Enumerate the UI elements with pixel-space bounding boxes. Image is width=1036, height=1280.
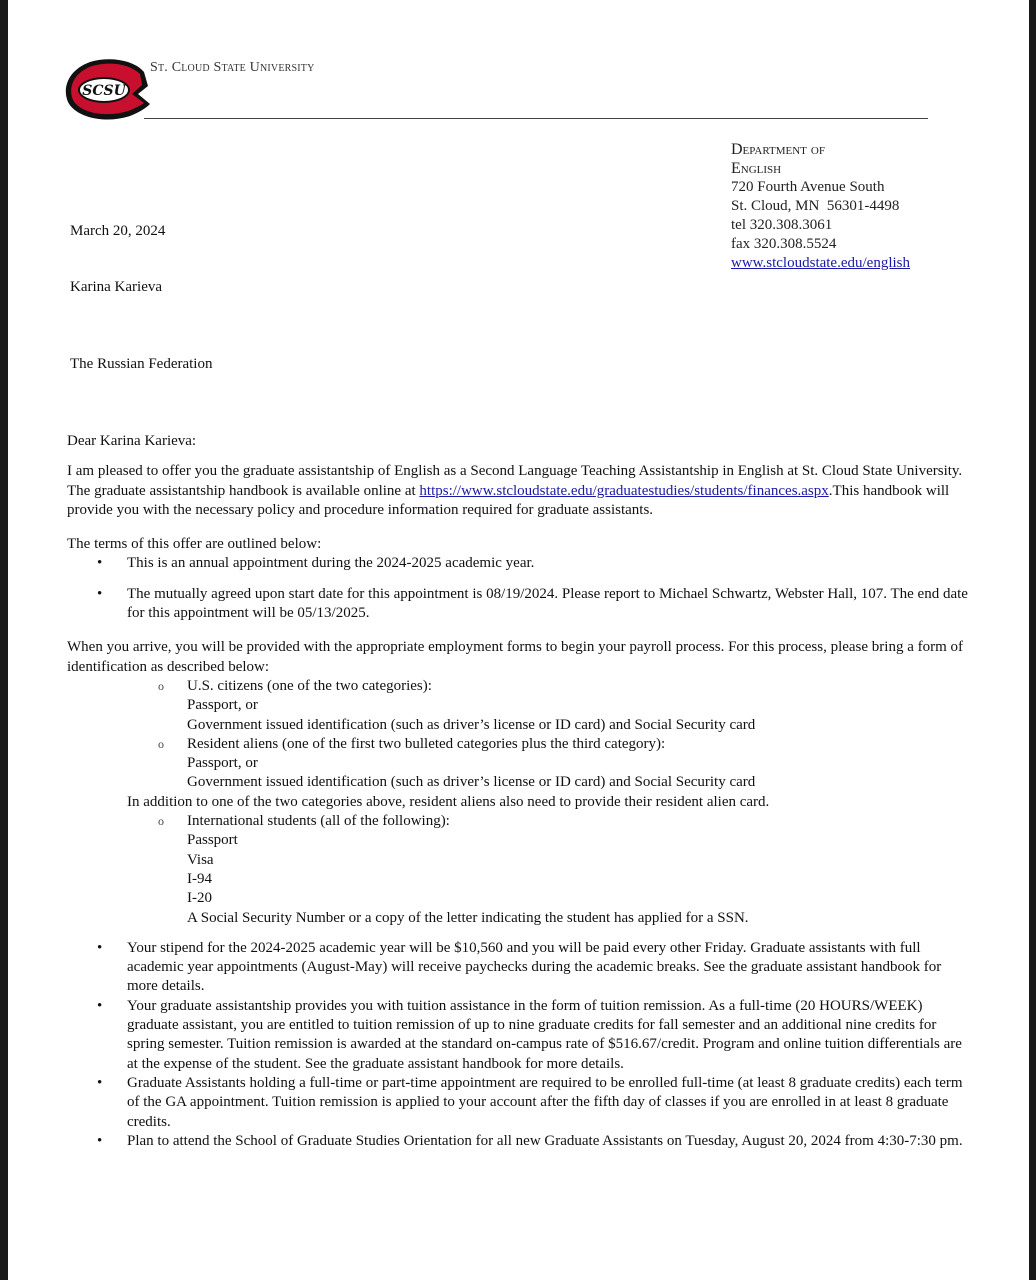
handbook-suffix: .This handbook will provide you with the necessary policy and procedure information required for graduate assistants. bbox=[67, 482, 950, 518]
details-list-item-enrollment: • Graduate Assistants holding a full-time or part-time appointment are required to be enrolled full-time (at least 8 graduate credits) each term of the GA appointment. Tuition remission is applied to your account after the fifth day of classes if you are enrolled in at least 8 graduate credits. bbox=[97, 1074, 963, 1130]
id-category-title: International students (all of the following): bbox=[187, 813, 450, 830]
details-list-item-stipend: • Your stipend for the 2024-2025 academic year will be $10,560 and you will be paid every other Friday. Graduate assistants with full academic year appointments (August-May) will receive paychecks during the academic breaks. See the graduate assistant handbook for more details. bbox=[97, 939, 942, 995]
handbook-link[interactable]: https://www.stcloudstate.edu/graduatestudies/students/finances.aspx bbox=[419, 482, 829, 499]
id-item: Passport, or bbox=[187, 697, 258, 714]
fax: fax 320.308.5524 bbox=[731, 236, 837, 252]
id-item: Passport bbox=[187, 832, 238, 849]
bullet-icon: • bbox=[97, 585, 103, 602]
details-list bbox=[67, 939, 972, 1151]
department-address-block bbox=[731, 140, 910, 273]
recipient-name: Karina Karieva bbox=[70, 279, 163, 295]
bullet-icon: • bbox=[97, 1132, 103, 1149]
id-item: Government issued identification (such as driver’s license or ID card) and Social Security card bbox=[187, 716, 756, 733]
terms-list bbox=[67, 554, 972, 623]
terms-intro: The terms of this offer are outlined below: bbox=[67, 536, 322, 553]
id-category-title: U.S. citizens (one of the two categories): bbox=[187, 677, 432, 694]
university-logo bbox=[62, 58, 156, 122]
bullet-icon: • bbox=[97, 997, 103, 1014]
circle-bullet-icon: o bbox=[158, 736, 164, 751]
details-list-item-orientation: • Plan to attend the School of Graduate Studies Orientation for all new Graduate Assistants on Tuesday, August 20, 2024 from 4:30-7:30 pm. bbox=[67, 1132, 972, 1151]
recipient-country: The Russian Federation bbox=[70, 356, 213, 372]
salutation: Dear Karina Karieva: bbox=[67, 433, 197, 449]
header-divider bbox=[144, 118, 928, 119]
department-website-link[interactable]: www.stcloudstate.edu/english bbox=[731, 255, 910, 271]
details-list-item-tuition: • Your graduate assistantship provides you with tuition assistance in the form of tuition remission. As a full-time (20 HOURS/WEEK) graduate assistant, you are entitled to tuition remission of up to nine graduate credits for fall semester and an additional nine credits for spring semester. Tuition remission is awarded at the standard on-campus rate of $516.67/credit. Program and online tuition differentials are at the expense of the student. See the graduate assistant handbook for more details. bbox=[97, 997, 962, 1072]
circle-bullet-icon: o bbox=[158, 678, 164, 693]
department-name-line1: Department of bbox=[731, 141, 825, 158]
identification-intro: When you arrive, you will be provided with the appropriate employment forms to begin your payroll process. For this process, please bring a form of identification as described below: bbox=[67, 639, 964, 675]
bullet-icon: • bbox=[97, 1074, 103, 1091]
id-item: A Social Security Number or a copy of the letter indicating the student has applied for a SSN. bbox=[187, 909, 749, 926]
id-category-resident-aliens bbox=[67, 735, 972, 793]
terms-list-item: • The mutually agreed upon start date for this appointment is 08/19/2024. Please report to Michael Schwartz, Webster Hall, 107. The end date for this appointment will be 05/13/2025. bbox=[97, 585, 968, 622]
handbook-prefix: The graduate assistantship handbook is available online at bbox=[67, 482, 420, 499]
city-state-zip: St. Cloud, MN 56301-4498 bbox=[731, 198, 900, 214]
id-category-international-students bbox=[67, 812, 972, 928]
department-name-line2: English bbox=[731, 160, 782, 177]
scsu-c-logo-icon bbox=[62, 58, 156, 122]
terms-list-item: • This is an annual appointment during the 2024-2025 academic year. bbox=[67, 554, 972, 573]
letter-page bbox=[8, 0, 1029, 1280]
id-item: I-94 bbox=[187, 870, 212, 887]
university-name: St. Cloud State University bbox=[150, 60, 315, 75]
id-category-us-citizens bbox=[67, 677, 972, 735]
street-address: 720 Fourth Avenue South bbox=[731, 179, 885, 195]
resident-alien-note: In addition to one of the two categories above, resident aliens also need to provide their resident alien card. bbox=[127, 793, 770, 810]
id-item: Government issued identification (such as driver’s license or ID card) and Social Security card bbox=[187, 774, 756, 791]
circle-bullet-icon: o bbox=[158, 814, 164, 829]
bullet-icon: • bbox=[97, 555, 103, 572]
logo-monogram: SCSU bbox=[82, 83, 126, 99]
id-category-list bbox=[67, 677, 972, 793]
id-category-title: Resident aliens (one of the first two bulleted categories plus the third category): bbox=[187, 735, 666, 752]
handbook-paragraph bbox=[67, 482, 972, 521]
letter-date: March 20, 2024 bbox=[70, 223, 166, 239]
id-category-list-international bbox=[67, 812, 972, 928]
id-item: I-20 bbox=[187, 890, 212, 907]
bullet-icon: • bbox=[97, 939, 103, 956]
id-item: Passport, or bbox=[187, 755, 258, 772]
id-item: Visa bbox=[187, 851, 214, 868]
telephone: tel 320.308.3061 bbox=[731, 217, 833, 233]
intro-paragraph: I am pleased to offer you the graduate assistantship of English as a Second Language Teaching Assistantship in English at St. Cloud State University. bbox=[67, 463, 963, 480]
letter-body bbox=[67, 432, 972, 1151]
